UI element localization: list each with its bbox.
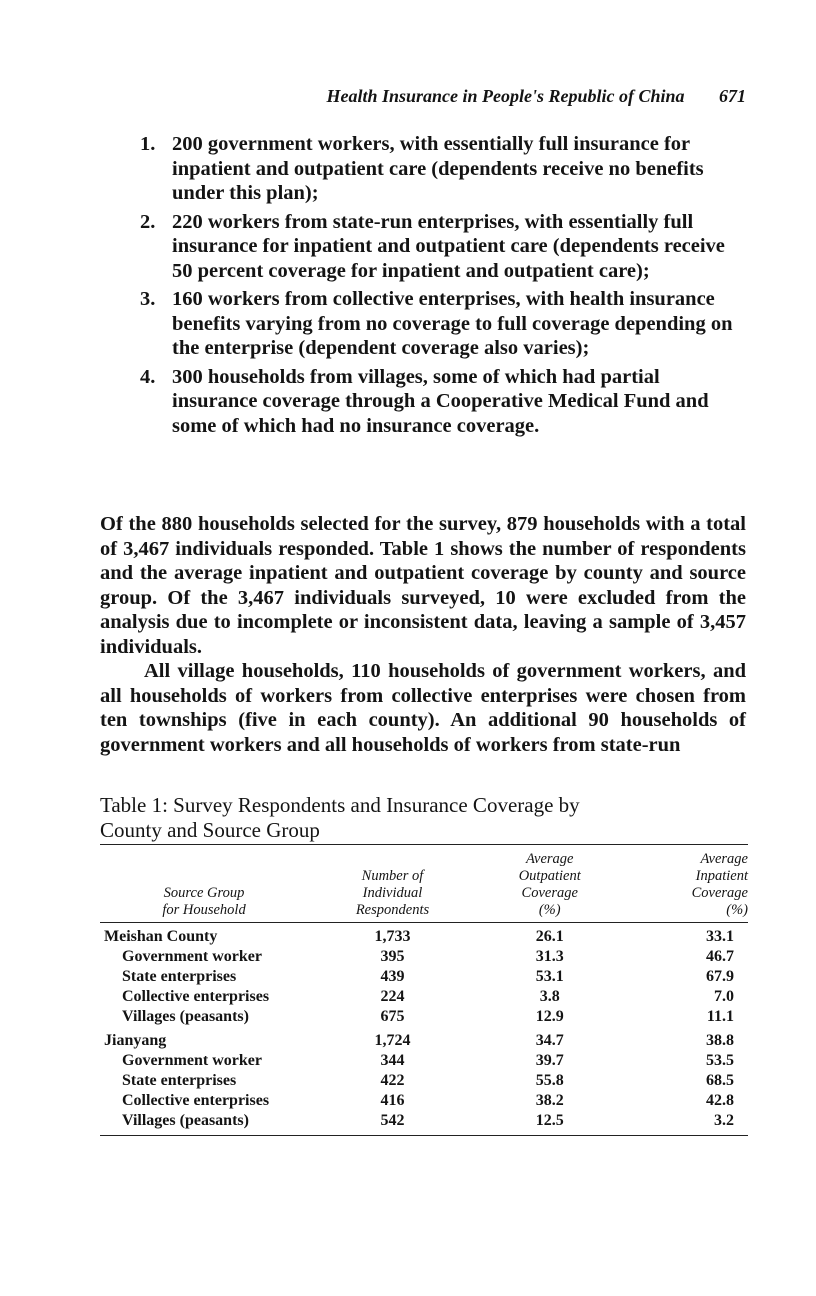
inpatient-cell: 46.7 (706, 948, 734, 965)
list-item-text: 200 government workers, with essentially full insurance for inpatient and outpatient care (dependents receive no benefits under this plan); (172, 133, 704, 204)
table-caption-line: Table 1: Survey Respondents and Insurance Coverage by (100, 793, 580, 817)
inpatient-cell: 7.0 (714, 988, 734, 1005)
outpatient-cell: 39.7 (535, 1052, 564, 1069)
inpatient-cell: 42.8 (706, 1092, 734, 1109)
header-inpatient: Average Inpatient Coverage (%) (623, 845, 749, 923)
list-item (100, 132, 746, 206)
list-item (100, 287, 746, 361)
table-row (100, 967, 748, 987)
table-row (100, 947, 748, 967)
respondents-cell: 675 (380, 1008, 405, 1025)
table-caption (100, 793, 700, 843)
table-row (100, 1071, 748, 1091)
table-caption-line: County and Source Group (100, 818, 320, 842)
respondents-cell: 224 (380, 988, 405, 1005)
list-item (100, 210, 746, 284)
inpatient-cell: 53.5 (706, 1052, 734, 1069)
row-label: Jianyang (104, 1032, 167, 1049)
inpatient-cell: 38.8 (706, 1032, 734, 1049)
outpatient-cell: 38.2 (535, 1092, 564, 1109)
running-header (100, 86, 746, 107)
outpatient-cell: 12.9 (535, 1008, 564, 1025)
row-label: Government worker (122, 948, 262, 965)
row-label: Government worker (122, 1052, 262, 1069)
respondents-cell: 1,733 (374, 928, 411, 945)
respondents-cell: 1,724 (374, 1032, 411, 1049)
list-item (100, 365, 746, 439)
table-row (100, 1027, 748, 1051)
outpatient-cell: 26.1 (535, 928, 564, 945)
row-label: State enterprises (122, 1072, 237, 1089)
running-title: Health Insurance in People's Republic of China (326, 86, 685, 106)
respondents-cell: 395 (380, 948, 405, 965)
row-label: Villages (peasants) (122, 1008, 249, 1025)
outpatient-cell: 53.1 (535, 968, 564, 985)
row-label: Collective enterprises (122, 1092, 270, 1109)
respondents-cell: 416 (380, 1092, 405, 1109)
header-respondents: Number of Individual Respondents (308, 845, 477, 923)
list-item-number: 3. (140, 288, 156, 310)
inpatient-cell: 3.2 (623, 1111, 749, 1136)
list-item-number: 4. (140, 365, 156, 388)
table-row (100, 1051, 748, 1071)
table-header-row (100, 845, 748, 923)
row-label: Meishan County (104, 928, 218, 945)
inpatient-cell: 33.1 (706, 928, 734, 945)
list-item-text: 300 households from villages, some of which had partial insurance coverage through a Cooperative Medical Fund and some of which had no insurance coverage. (172, 365, 709, 437)
paragraph: All village households, 110 households of government workers, and all households of workers from collective enterprises were chosen from ten townships (five in each county). An additional 90 households of government workers and all households of workers from state-run (100, 660, 746, 756)
list-item-number: 1. (140, 133, 156, 155)
page-number: 671 (719, 86, 746, 106)
table-row (100, 1091, 748, 1111)
list-item-number: 2. (140, 210, 156, 233)
row-label: Collective enterprises (122, 988, 270, 1005)
list-item-text: 220 workers from state-run enterprises, with essentially full insurance for inpatient and outpatient care (dependents receive 50 percent coverage for inpatient and outpatient care); (172, 210, 725, 282)
source-group-list (100, 132, 746, 442)
table-row (100, 1111, 748, 1136)
paragraph: Of the 880 households selected for the survey, 879 households with a total of 3,467 individuals responded. Table 1 shows the number of respondents and the average inpatient and outpatient coverage by county and source group. Of the 3,467 individuals surveyed, 10 were excluded from the analysis due to incomplete or inconsistent data, leaving a sample of 3,457 individuals. (100, 513, 746, 658)
respondents-cell: 422 (380, 1072, 405, 1089)
table-row (100, 923, 748, 948)
outpatient-cell: 3.8 (539, 988, 560, 1005)
row-label: Villages (peasants) (100, 1111, 308, 1136)
table-row (100, 1007, 748, 1027)
survey-table (100, 844, 748, 1136)
inpatient-cell: 11.1 (706, 1008, 734, 1025)
body-text (100, 512, 746, 757)
inpatient-cell: 68.5 (706, 1072, 734, 1089)
respondents-cell: 542 (308, 1111, 477, 1136)
respondents-cell: 344 (380, 1052, 405, 1069)
header-outpatient: Average Outpatient Coverage (%) (477, 845, 623, 923)
outpatient-cell: 34.7 (535, 1032, 564, 1049)
list-item-text: 160 workers from collective enterprises, with health insurance benefits varying from no coverage to full coverage depending on the enterprise (dependent coverage also varies); (172, 288, 733, 359)
inpatient-cell: 67.9 (706, 968, 734, 985)
table-row (100, 987, 748, 1007)
outpatient-cell: 55.8 (535, 1072, 564, 1089)
row-label: State enterprises (122, 968, 237, 985)
respondents-cell: 439 (380, 968, 405, 985)
header-source-group: Source Group for Household (100, 845, 308, 923)
outpatient-cell: 31.3 (535, 948, 564, 965)
outpatient-cell: 12.5 (477, 1111, 623, 1136)
